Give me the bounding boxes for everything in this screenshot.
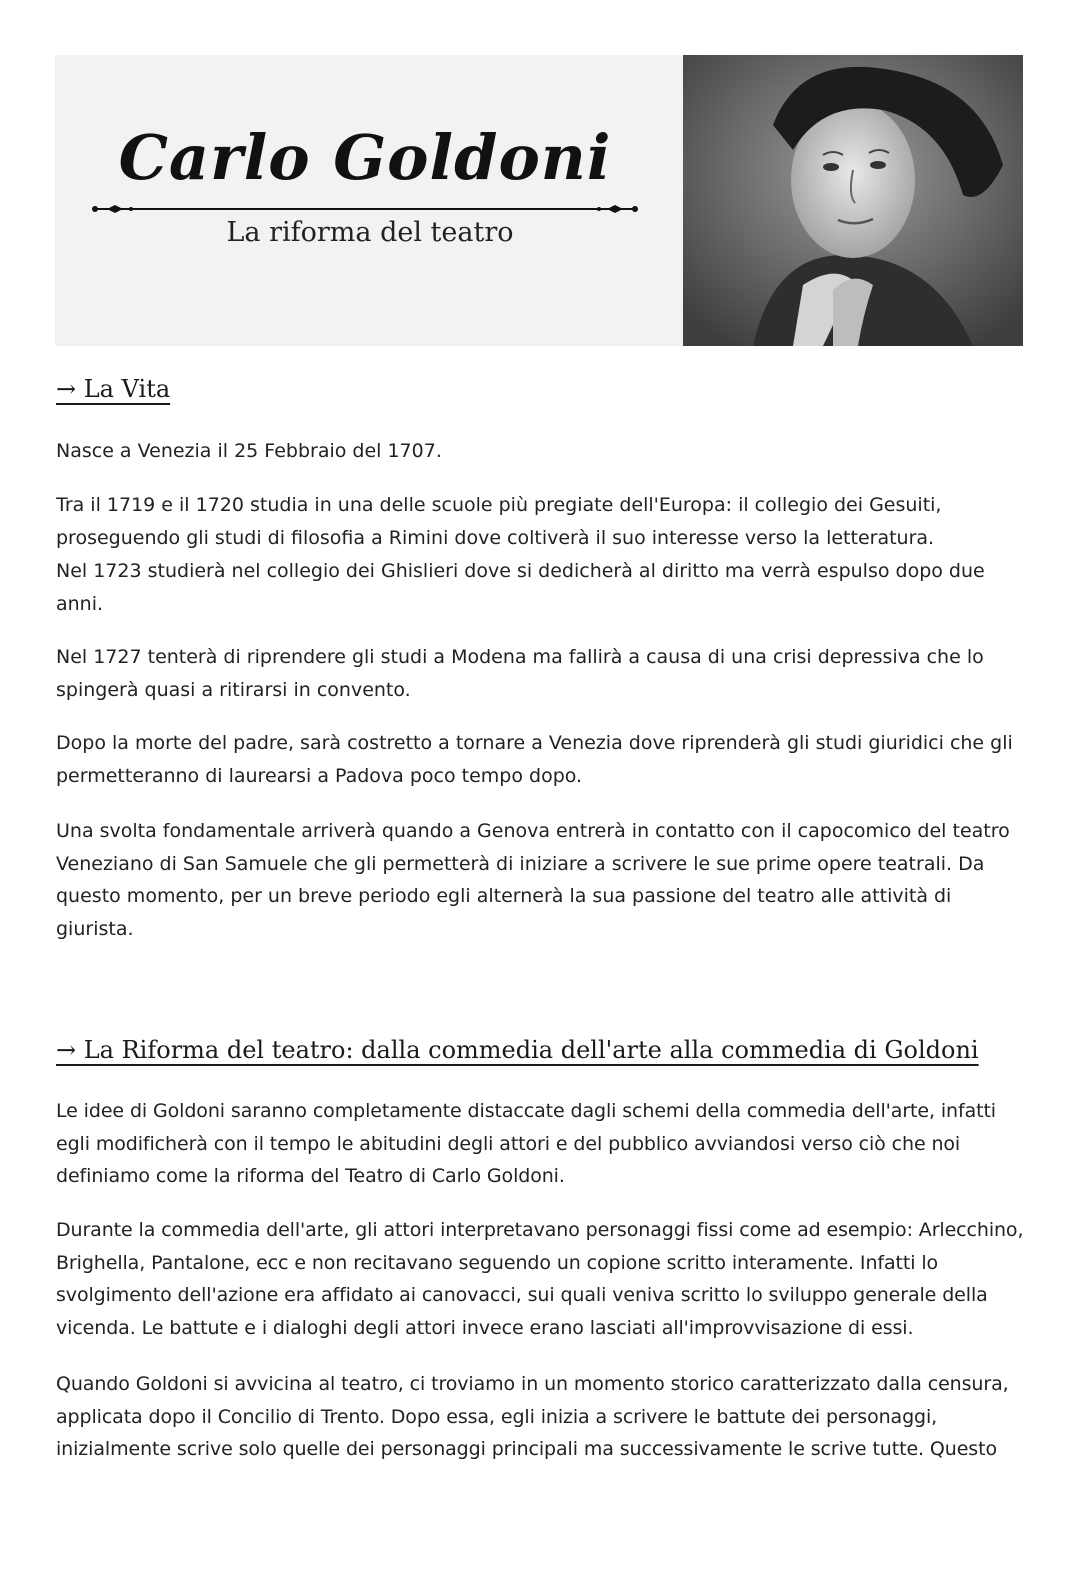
section-heading-riforma: → La Riforma del teatro: dalla commedia dell'arte alla commedia di Goldoni xyxy=(56,1036,979,1064)
section-heading-vita: → La Vita xyxy=(56,375,171,403)
ornament-divider xyxy=(85,203,645,215)
paragraph: Nasce a Venezia il 25 Febbraio del 1707. xyxy=(56,440,442,462)
page-subtitle: La riforma del teatro xyxy=(226,217,514,248)
paragraph: Tra il 1719 e il 1720 studia in una delle scuole più pregiate dell'Europa: il collegio dei Gesuiti, proseguendo gli studi di filosofia a Rimini dove coltiverà il suo interesse verso la letteratura. xyxy=(56,494,942,549)
paragraph: Durante la commedia dell'arte, gli attori interpretavano personaggi fissi come ad esempio: Arlecchino, Brighella, Pantalone, ecc e non recitavano seguendo un copione scritto interamente. Infatti lo svolgimento dell'azione era affidato ai canovacci, sui quali veniva scritto lo sviluppo generale della vicenda. Le battute e i dialoghi degli attori invece erano lasciati all'improvvisazione di essi. xyxy=(56,1219,1024,1339)
paragraph: Quando Goldoni si avvicina al teatro, ci troviamo in un momento storico caratterizzato dalla censura, applicata dopo il Concilio di Trento. Dopo essa, egli inizia a scrivere le battute dei personaggi, inizialmente scrive solo quelle dei personaggi principali ma successivamente le scrive tutte. Questo xyxy=(56,1373,1009,1460)
paragraph: Una svolta fondamentale arriverà quando a Genova entrerà in contatto con il capocomico del teatro Veneziano di San Samuele che gli permetterà di iniziare a scrivere le sue prime opere teatrali. Da questo momento, per un breve periodo egli alternerà la sua passione del teatro alle attività di giurista. xyxy=(56,820,1010,940)
paragraph: Nel 1723 studierà nel collegio dei Ghislieri dove si dedicherà al diritto ma verrà espulso dopo due anni. xyxy=(56,560,985,615)
title-block xyxy=(85,121,645,248)
page-title: Carlo Goldoni xyxy=(118,121,612,194)
paragraph: Nel 1727 tenterà di riprendere gli studi a Modena ma fallirà a causa di una crisi depressiva che lo spingerà quasi a ritirarsi in convento. xyxy=(56,646,984,701)
paragraph: Le idee di Goldoni saranno completamente distaccate dagli schemi della commedia dell'arte, infatti egli modificherà con il tempo le abitudini degli attori e del pubblico avviandosi verso ciò che noi definiamo come la riforma del Teatro di Carlo Goldoni. xyxy=(56,1100,996,1187)
portrait-image xyxy=(683,55,1023,346)
paragraph: Dopo la morte del padre, sarà costretto a tornare a Venezia dove riprenderà gli studi giuridici che gli permetteranno di laurearsi a Padova poco tempo dopo. xyxy=(56,732,1013,787)
